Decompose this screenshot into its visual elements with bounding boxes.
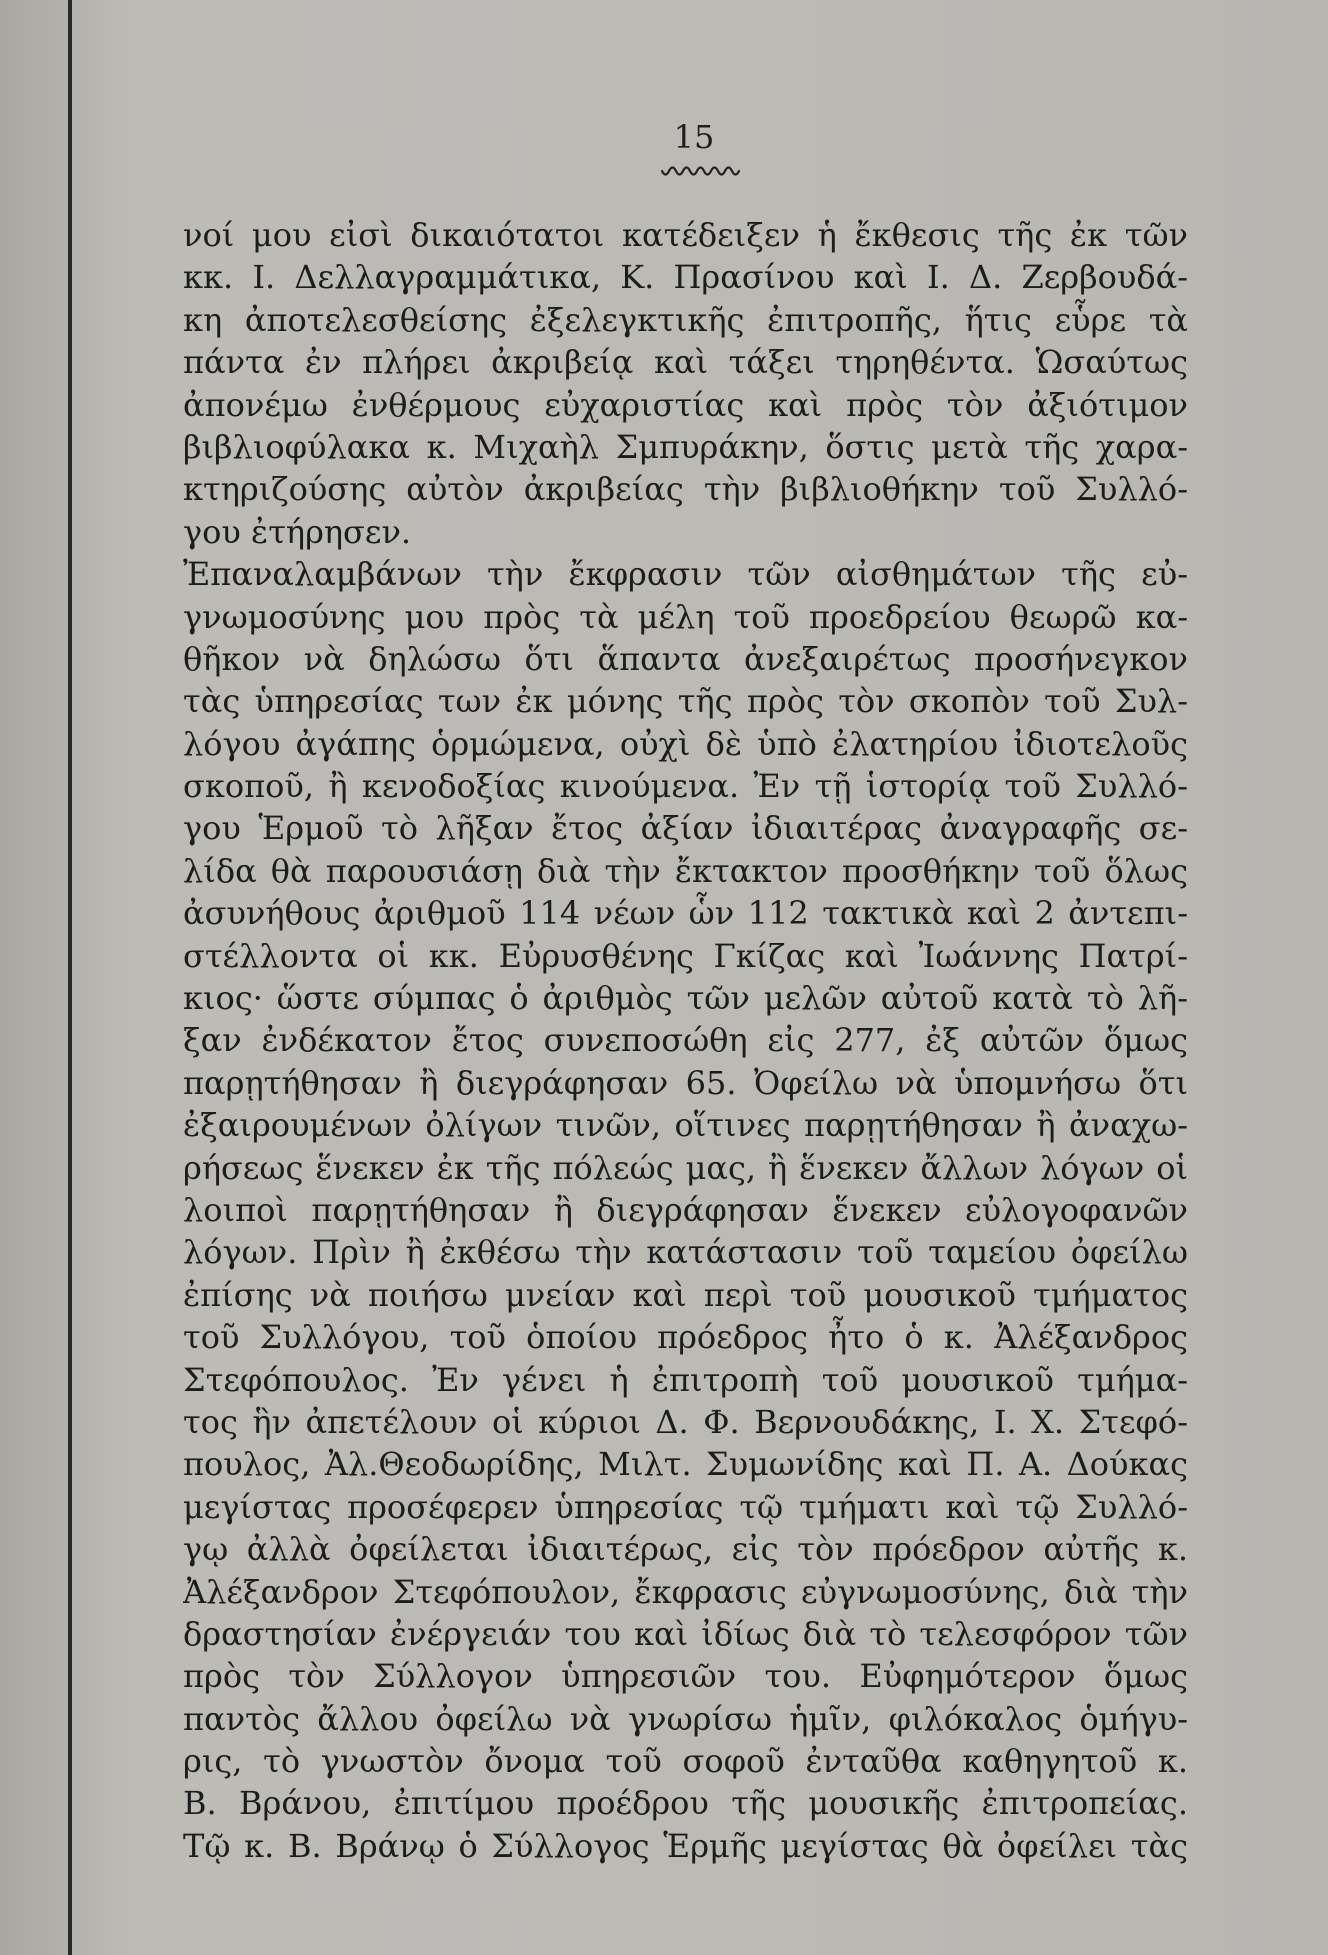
text-line: λόγων. Πρὶν ἢ ἐκθέσω τὴν κατάστασιν τοῦ ταμείου ὀφείλω (183, 1233, 1188, 1272)
page-number: 15 (673, 118, 715, 156)
text-line: τοῦ Συλλόγου, τοῦ ὁποίου πρόεδρος ἦτο ὁ κ. Ἀλέξανδρος (183, 1318, 1188, 1357)
text-line: Β. Βράνου, ἐπιτίμου προέδρου τῆς μουσικῆς ἐπιτροπείας. (183, 1784, 1188, 1823)
text-line: κιος· ὥστε σύμπας ὁ ἀριθμὸς τῶν μελῶν αὐτοῦ κατὰ τὸ λῆ- (183, 979, 1188, 1018)
text-line: στέλλοντα οἱ κκ. Εὐρυσθένης Γκίζας καὶ Ἰωάννης Πατρί- (183, 936, 1188, 975)
text-line: γου Ἑρμοῦ τὸ λῆξαν ἔτος ἀξίαν ἰδιαιτέρας ἀναγραφῆς σε- (183, 809, 1188, 848)
text-line: ἀπονέμω ἐνθέρμους εὐχαριστίας καὶ πρὸς τὸν ἀξιότιμον (183, 385, 1188, 424)
body-text (183, 214, 1188, 1867)
text-line: ἐξαιρουμένων ὀλίγων τινῶν, οἵτινες παρῃτήθησαν ἢ ἀναχω- (183, 1106, 1188, 1145)
text-line: σκοποῦ, ἢ κενοδοξίας κινούμενα. Ἐν τῇ ἱστορίᾳ τοῦ Συλλό- (183, 767, 1188, 806)
text-line: ξαν ἐνδέκατον ἔτος συνεποσώθη εἰς 277, ἐξ αὐτῶν ὅμως (183, 1021, 1188, 1060)
text-line: παρῃτήθησαν ἢ διεγράφησαν 65. Ὀφείλω νὰ ὑπομνήσω ὅτι (183, 1063, 1188, 1102)
text-line: πουλος, Ἀλ.Θεοδωρίδης, Μιλτ. Συμωνίδης καὶ Π. Α. Δούκας (183, 1445, 1188, 1484)
text-line: μεγίστας προσέφερεν ὑπηρεσίας τῷ τμήματι καὶ τῷ Συλλό- (183, 1487, 1188, 1526)
text-line: ρις, τὸ γνωστὸν ὄνομα τοῦ σοφοῦ ἐνταῦθα καθηγητοῦ κ. (183, 1742, 1188, 1781)
text-line: τὰς ὑπηρεσίας των ἐκ μόνης τῆς πρὸς τὸν σκοπὸν τοῦ Συλ- (183, 682, 1188, 721)
wavy-ornament (660, 166, 744, 180)
text-line: βιβλιοφύλακα κ. Μιχαὴλ Σμπυράκην, ὅστις μετὰ τῆς χαρα- (183, 427, 1188, 466)
text-line: πάντα ἐν πλήρει ἀκριβείᾳ καὶ τάξει τηρηθέντα. Ὡσαύτως (183, 343, 1188, 382)
text-line: λοιποὶ παρῃτήθησαν ἢ διεγράφησαν ἕνεκεν εὐλογοφανῶν (183, 1190, 1188, 1229)
text-line: ἐπίσης νὰ ποιήσω μνείαν καὶ περὶ τοῦ μουσικοῦ τμήματος (183, 1275, 1188, 1314)
text-line: γῳ ἀλλὰ ὀφείλεται ἰδιαιτέρως, εἰς τὸν πρόεδρον αὐτῆς κ. (183, 1530, 1188, 1569)
text-line: τος ἣν ἀπετέλουν οἱ κύριοι Δ. Φ. Βερνουδάκης, Ι. Χ. Στεφό- (183, 1402, 1188, 1441)
text-line: κκ. Ι. Δελλαγραμμάτικα, Κ. Πρασίνου καὶ Ι. Δ. Ζερβουδά- (183, 258, 1188, 297)
text-line: Στεφόπουλος. Ἐν γένει ἡ ἐπιτροπὴ τοῦ μουσικοῦ τμήμα- (183, 1360, 1188, 1399)
text-line: νοί μου εἰσὶ δικαιότατοι κατέδειξεν ἡ ἔκθεσις τῆς ἐκ τῶν (183, 216, 1188, 254)
text-line: Ἐπαναλαμβάνων τὴν ἔκφρασιν τῶν αἰσθημάτων τῆς εὐ- (183, 555, 1188, 594)
text-line: λίδα θὰ παρουσιάσῃ διὰ τὴν ἔκτακτον προσθήκην τοῦ ὅλως (183, 851, 1188, 890)
text-line: ἀσυνήθους ἀριθμοῦ 114 νέων ὧν 112 τακτικὰ καὶ 2 ἀντεπι- (183, 894, 1188, 933)
text-line: λόγου ἀγάπης ὁρμώμενα, οὐχὶ δὲ ὑπὸ ἐλατηρίου ἰδιοτελοῦς (183, 724, 1188, 763)
text-line: θῆκον νὰ δηλώσω ὅτι ἅπαντα ἀνεξαιρέτως προσήνεγκον (183, 639, 1188, 678)
text-line: ρήσεως ἕνεκεν ἐκ τῆς πόλεώς μας, ἢ ἕνεκεν ἄλλων λόγων οἱ (183, 1148, 1188, 1187)
text-line: κη ἀποτελεσθείσης ἐξελεγκτικῆς ἐπιτροπῆς, ἥτις εὗρε τὰ (183, 300, 1188, 339)
text-line: κτηριζούσης αὐτὸν ἀκριβείας τὴν βιβλιοθήκην τοῦ Συλλό- (183, 470, 1188, 509)
text-line: παντὸς ἄλλου ὀφείλω νὰ γνωρίσω ἡμῖν, φιλόκαλος ὁμήγυ- (183, 1699, 1188, 1738)
binding-shadow-line (68, 0, 72, 1955)
text-line: πρὸς τὸν Σύλλογον ὑπηρεσιῶν του. Εὐφημότερον ὅμως (183, 1657, 1188, 1696)
text-line: δραστησίαν ἐνέργειάν του καὶ ἰδίως διὰ τὸ τελεσφόρον τῶν (183, 1614, 1188, 1653)
text-line: γνωμοσύνης μου πρὸς τὰ μέλη τοῦ προεδρείου θεωρῶ κα- (183, 597, 1188, 636)
text-line: Ἀλέξανδρον Στεφόπουλον, ἔκφρασις εὐγνωμοσύνης, διὰ τὴν (183, 1572, 1188, 1611)
text-line: Τῷ κ. Β. Βράνῳ ὁ Σύλλογος Ἑρμῆς μεγίστας θὰ ὀφείλει τὰς (183, 1826, 1188, 1865)
text-line: γου ἐτήρησεν. (183, 512, 412, 551)
